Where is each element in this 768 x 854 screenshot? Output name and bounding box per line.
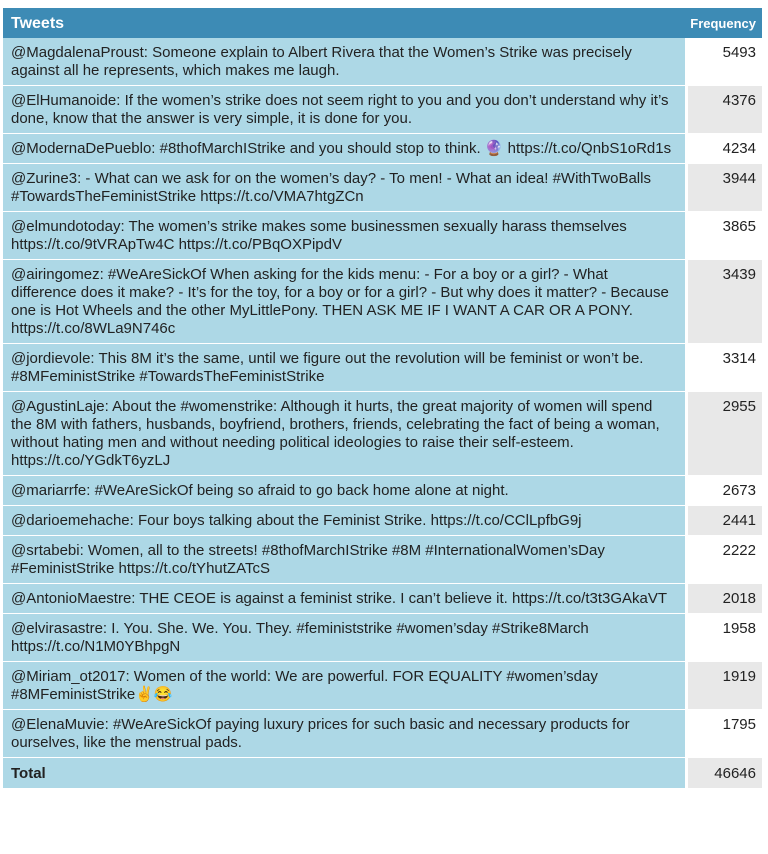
table-row <box>3 86 762 134</box>
frequency-cell: 5493 <box>688 38 762 85</box>
table-row <box>3 164 762 212</box>
tweet-cell: @MagdalenaProust: Someone explain to Albert Rivera that the Women’s Strike was precisely against all he represents, which makes me laugh. <box>3 38 685 85</box>
frequency-cell: 1919 <box>688 662 762 709</box>
frequency-cell: 4234 <box>688 134 762 163</box>
total-label: Total <box>3 758 685 788</box>
frequency-cell: 2673 <box>688 476 762 505</box>
frequency-cell: 3865 <box>688 212 762 259</box>
tweet-cell: @elvirasastre: I. You. She. We. You. They. #feministstrike #women’sday #Strike8March https://t.co/N1M0YBhpgN <box>3 614 685 661</box>
table-row <box>3 392 762 476</box>
total-value: 46646 <box>688 758 762 788</box>
table-row <box>3 710 762 758</box>
table-row <box>3 134 762 164</box>
frequency-cell: 1958 <box>688 614 762 661</box>
table-row <box>3 344 762 392</box>
frequency-cell: 2222 <box>688 536 762 583</box>
table-row <box>3 38 762 86</box>
tweet-cell: @ElHumanoide: If the women’s strike does not seem right to you and you don’t understand why it’s done, know that the answer is very simple, it is done for you. <box>3 86 685 133</box>
tweet-cell: @elmundotoday: The women’s strike makes some businessmen sexually harass themselves https://t.co/9tVRApTw4C https://t.co/PBqOXPipdV <box>3 212 685 259</box>
frequency-cell: 1795 <box>688 710 762 757</box>
tweet-cell: @AgustinLaje: About the #womenstrike: Although it hurts, the great majority of women will spend the 8M with fathers, husbands, boyfriend, brothers, friends, celebrating the fact of being a woman, without hating men and without needing political ideologies to raise their self-esteem. https://t.co/YGdkT6yzLJ <box>3 392 685 475</box>
tweet-cell: @jordievole: This 8M it’s the same, until we figure out the revolution will be feminist or won’t be. #8MFeministStrike #TowardsTheFeministStrike <box>3 344 685 391</box>
column-header-tweets: Tweets <box>11 15 65 32</box>
frequency-cell: 2018 <box>688 584 762 613</box>
frequency-cell: 3439 <box>688 260 762 343</box>
table-row <box>3 536 762 584</box>
frequency-cell: 3314 <box>688 344 762 391</box>
column-header-frequency: Frequency <box>690 16 756 31</box>
frequency-cell: 4376 <box>688 86 762 133</box>
table-row <box>3 212 762 260</box>
table-row <box>3 260 762 344</box>
tweet-cell: @mariarrfe: #WeAreSickOf being so afraid to go back home alone at night. <box>3 476 685 505</box>
tweet-cell: @srtabebi: Women, all to the streets! #8thofMarchIStrike #8M #InternationalWomen’sDay #FeministStrike https://t.co/tYhutZATcS <box>3 536 685 583</box>
tweet-cell: @ModernaDePueblo: #8thofMarchIStrike and you should stop to think. 🔮 https://t.co/QnbS1oRd1s <box>3 134 685 163</box>
table-header <box>3 8 762 38</box>
frequency-cell: 2955 <box>688 392 762 475</box>
frequency-cell: 2441 <box>688 506 762 535</box>
table-row <box>3 614 762 662</box>
table-row <box>3 584 762 614</box>
tweet-cell: @ElenaMuvie: #WeAreSickOf paying luxury prices for such basic and necessary products for ourselves, like the menstrual pads. <box>3 710 685 757</box>
table-row <box>3 476 762 506</box>
tweet-cell: @airingomez: #WeAreSickOf When asking for the kids menu: - For a boy or a girl? - What difference does it make? - It’s for the toy, for a boy or for a girl? - But why does it matter? - Because one is Hot Wheels and the other MyLittlePony. THEN ASK ME IF I WANT A CAR OR A PONY. https://t.co/8WLa9N746c <box>3 260 685 343</box>
frequency-cell: 3944 <box>688 164 762 211</box>
tweet-cell: @Zurine3: - What can we ask for on the women’s day? - To men! - What an idea! #WithTwoBalls #TowardsTheFeministStrike https://t.co/VMA7htgZCn <box>3 164 685 211</box>
tweet-cell: @AntonioMaestre: THE CEOE is against a feminist strike. I can’t believe it. https://t.co/t3t3GAkaVT <box>3 584 685 613</box>
table-row <box>3 506 762 536</box>
tweets-frequency-table <box>3 8 762 789</box>
tweet-cell: @darioemehache: Four boys talking about the Feminist Strike. https://t.co/CClLpfbG9j <box>3 506 685 535</box>
tweet-cell: @Miriam_ot2017: Women of the world: We are powerful. FOR EQUALITY #women’sday #8MFeministStrike✌️😂 <box>3 662 685 709</box>
table-row <box>3 662 762 710</box>
total-row <box>3 758 762 789</box>
